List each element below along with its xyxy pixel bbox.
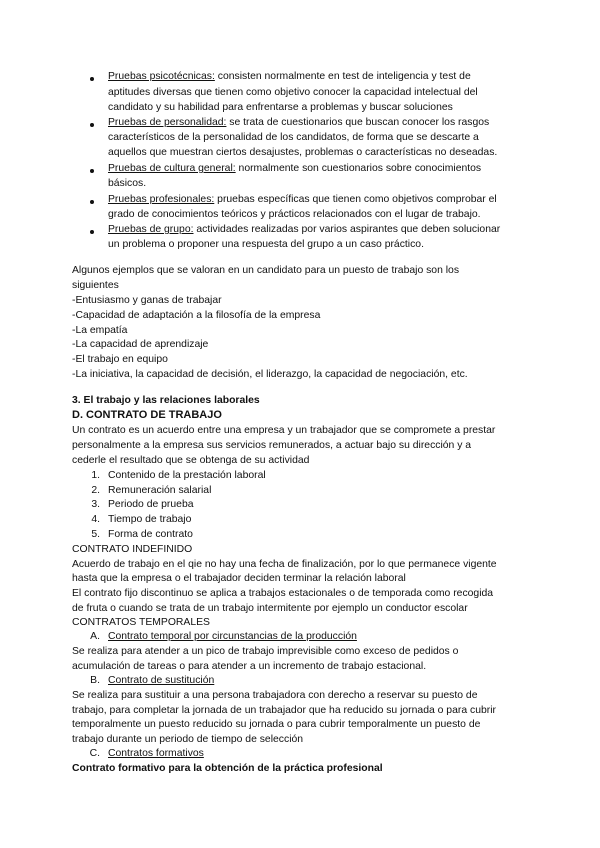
formativos-heading: Contratos formativos [108,748,204,759]
indefinido-title: CONTRATO INDEFINIDO [72,544,193,555]
bullet-icon [90,77,94,81]
temporal-produccion-heading: Contrato temporal por circunstancias de la producción [108,631,357,642]
sustitucion-heading: Contrato de sustitución [108,675,215,686]
list-item: Pruebas de personalidad: se trata de cuestionarios que buscan conocer los rasgos [108,117,490,128]
bullet-icon [90,230,94,234]
contract-title: D. CONTRATO DE TRABAJO [72,409,222,421]
list-item: Pruebas de cultura general: normalmente son cuestionarios sobre conocimientos [108,163,482,174]
temporales-title: CONTRATOS TEMPORALES [72,617,210,628]
list-item: Pruebas de grupo: actividades realizadas por varios aspirantes que deben solucionar [108,224,501,235]
list-item: Pruebas profesionales: pruebas específicas que tienen como objetivos comprobar el [108,194,497,205]
bullet-icon [90,200,94,204]
bullet-icon [90,169,94,173]
bullet-icon [90,123,94,127]
list-item: Pruebas psicotécnicas: consisten normalmente en test de inteligencia y test de [108,71,471,82]
final-title: Contrato formativo para la obtención de la práctica profesional [72,763,383,774]
section-title: 3. El trabajo y las relaciones laborales [72,395,260,406]
document-page: Pruebas psicotécnicas: consisten normalmente en test de inteligencia y test de aptitudes diversas que tienen como objetivo conocer la capacidad intelectual del candidato y su habilidad para enfrentarse a problemas y buscar soluciones Pruebas de personalidad: se trata de cuestionarios que buscan conocer los rasgos característicos de la personalidad de los candidatos, de forma que se descarte a aquellos que muestran ciertos desajustes, problemas o características no deseadas. Pruebas de cultura general: normalmente son cuestionarios sobre conocimientos básicos. Pruebas profesionales: pruebas específicas que tienen como objetivos comprobar el grado de conocimientos teóricos y prácticos relacionados con el lugar de trabajo. Pruebas de grupo: actividades realizadas por varios aspirantes que deben solucionar un problema o proponer una respuesta del grupo a un caso práctico. Algunos ejemplos que se valoran en un candidato para un puesto de trabajo son los siguientes -Entusiasmo y ganas de trabajar -Capacidad de adaptación a la filosofía de la empresa -La empatía -La capacidad de aprendizaje -El trabajo en equipo -La iniciativa, la capacidad de decisión, el liderazgo, la capacidad de negociación, etc. 3. El trabajo y las relaciones laborales D. CONTRATO DE TRABAJO Un contrato es un acuerdo entre una empresa y un trabajador que se compromete a prestar personalmente a la empresa sus servicios remunerados, a actuar bajo su dirección y a cederle el resultado que se obtenga de su actividad 1. Contenido de la prestación laboral 2. Remuneración salarial 3. Periodo de prueba 4. Tiempo de trabajo 5. Forma de contrato CONTRATO INDEFINIDO Acuerdo de trabajo en el qie no hay una fecha de finalización, por lo que permanece vigente hasta que la empresa o el trabajador deciden terminar la relación laboral El contrato fijo discontinuo se aplica a trabajos estacionales o de temporada como recogida de fruta o cuando se trata de un trabajo intermitente por ejemplo un conductor escolar CONTRATOS TEMPORALES A. Contrato temporal por circunstancias de la producción Se realiza para atender a un pico de trabajo imprevisible como exceso de pedidos o acumulación de tareas o para atender a un incremento de trabajo estacional. B. Contrato de sustitución Se realiza para sustituir a una persona trabajadora con derecho a reservar su puesto de trabajo, para completar la jornada de un trabajador que ha reducido su jornada o para cubrir temporalmente un puesto reducido su jornada o para cubrir temporalmente un puesto de trabajo durante un periodo de tiempo de selección C. Contratos formativos Contrato formativo para la obtención de la práctica profesional [72,71,501,774]
